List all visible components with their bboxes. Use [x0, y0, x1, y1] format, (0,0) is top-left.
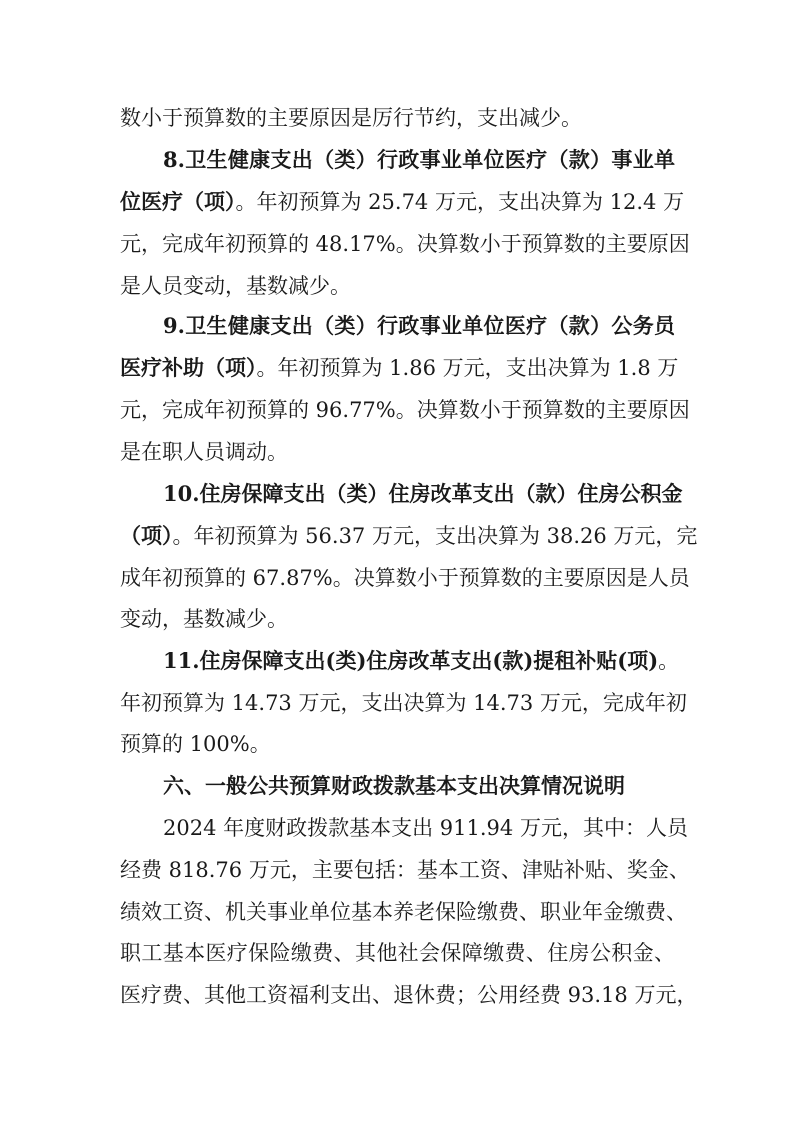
paragraph-line	[120, 604, 675, 634]
paragraph-line	[120, 395, 690, 425]
paragraph-line	[120, 938, 675, 968]
paragraph-line	[120, 271, 675, 301]
paragraph-line	[120, 897, 687, 927]
body-text: 2024 年度财政拨款基本支出 911.94 万元，其中：人员	[163, 816, 688, 840]
paragraph-line	[120, 187, 685, 217]
item-heading-text: 9.卫生健康支出（类）行政事业单位医疗（款）公务员	[163, 313, 675, 338]
item-heading-text: 医疗补助（项）	[120, 355, 257, 380]
body-text: 元，完成年初预算的 48.17%。决算数小于预算数的主要原因	[120, 232, 690, 256]
paragraph-line	[163, 813, 688, 843]
body-text: 经费 818.76 万元，主要包括：基本工资、津贴补贴、奖金、	[120, 858, 690, 882]
item-10-heading	[163, 479, 683, 509]
body-text: 变动，基数减少。	[120, 607, 288, 631]
item-heading-text: （项）	[120, 523, 173, 548]
paragraph-line	[120, 980, 698, 1010]
paragraph-line	[120, 729, 675, 759]
item-heading-text: 10.住房保障支出（类）住房改革支出（款）住房公积金	[163, 481, 683, 506]
body-text: 。	[658, 649, 680, 673]
paragraph-line	[120, 855, 690, 885]
item-heading-text: 8.卫生健康支出（类）行政事业单位医疗（款）事业单	[163, 147, 675, 172]
paragraph-line	[120, 563, 690, 593]
body-text: 数小于预算数的主要原因是厉行节约，支出减少。	[120, 106, 582, 130]
body-text: 是人员变动，基数减少。	[120, 274, 351, 298]
body-text: 元，完成年初预算的 96.77%。决算数小于预算数的主要原因	[120, 398, 690, 422]
paragraph-line	[120, 688, 687, 718]
item-9-heading	[163, 311, 675, 341]
paragraph-line	[120, 353, 679, 383]
body-text: 。年初预算为 25.74 万元，支出决算为 12.4 万	[235, 190, 685, 214]
section-heading	[163, 771, 675, 801]
body-text: 成年初预算的 67.87%。决算数小于预算数的主要原因是人员	[120, 566, 690, 590]
body-text: 年初预算为 14.73 万元，支出决算为 14.73 万元，完成年初	[120, 691, 687, 715]
body-text: 。年初预算为 1.86 万元，支出决算为 1.8 万	[256, 356, 679, 380]
item-8-heading	[163, 145, 675, 175]
body-text: 预算的 100%。	[120, 732, 271, 756]
body-text: 医疗费、其他工资福利支出、退休费；公用经费 93.18 万元，	[120, 983, 698, 1007]
paragraph-line	[120, 437, 675, 467]
section-heading-text: 六、一般公共预算财政拨款基本支出决算情况说明	[163, 773, 625, 798]
paragraph-line	[120, 229, 690, 259]
item-heading-text: 11.住房保障支出(类)住房改革支出(款)提租补贴(项)	[163, 648, 659, 673]
paragraph-line	[120, 521, 698, 551]
item-heading-text: 位医疗（项）	[120, 189, 236, 214]
body-text: 。年初预算为 56.37 万元，支出决算为 38.26 万元，完	[172, 524, 698, 548]
paragraph-line	[120, 103, 675, 133]
item-11-heading	[163, 646, 680, 676]
body-text: 职工基本医疗保险缴费、其他社会保障缴费、住房公积金、	[120, 941, 675, 965]
body-text: 是在职人员调动。	[120, 440, 288, 464]
body-text: 绩效工资、机关事业单位基本养老保险缴费、职业年金缴费、	[120, 900, 687, 924]
